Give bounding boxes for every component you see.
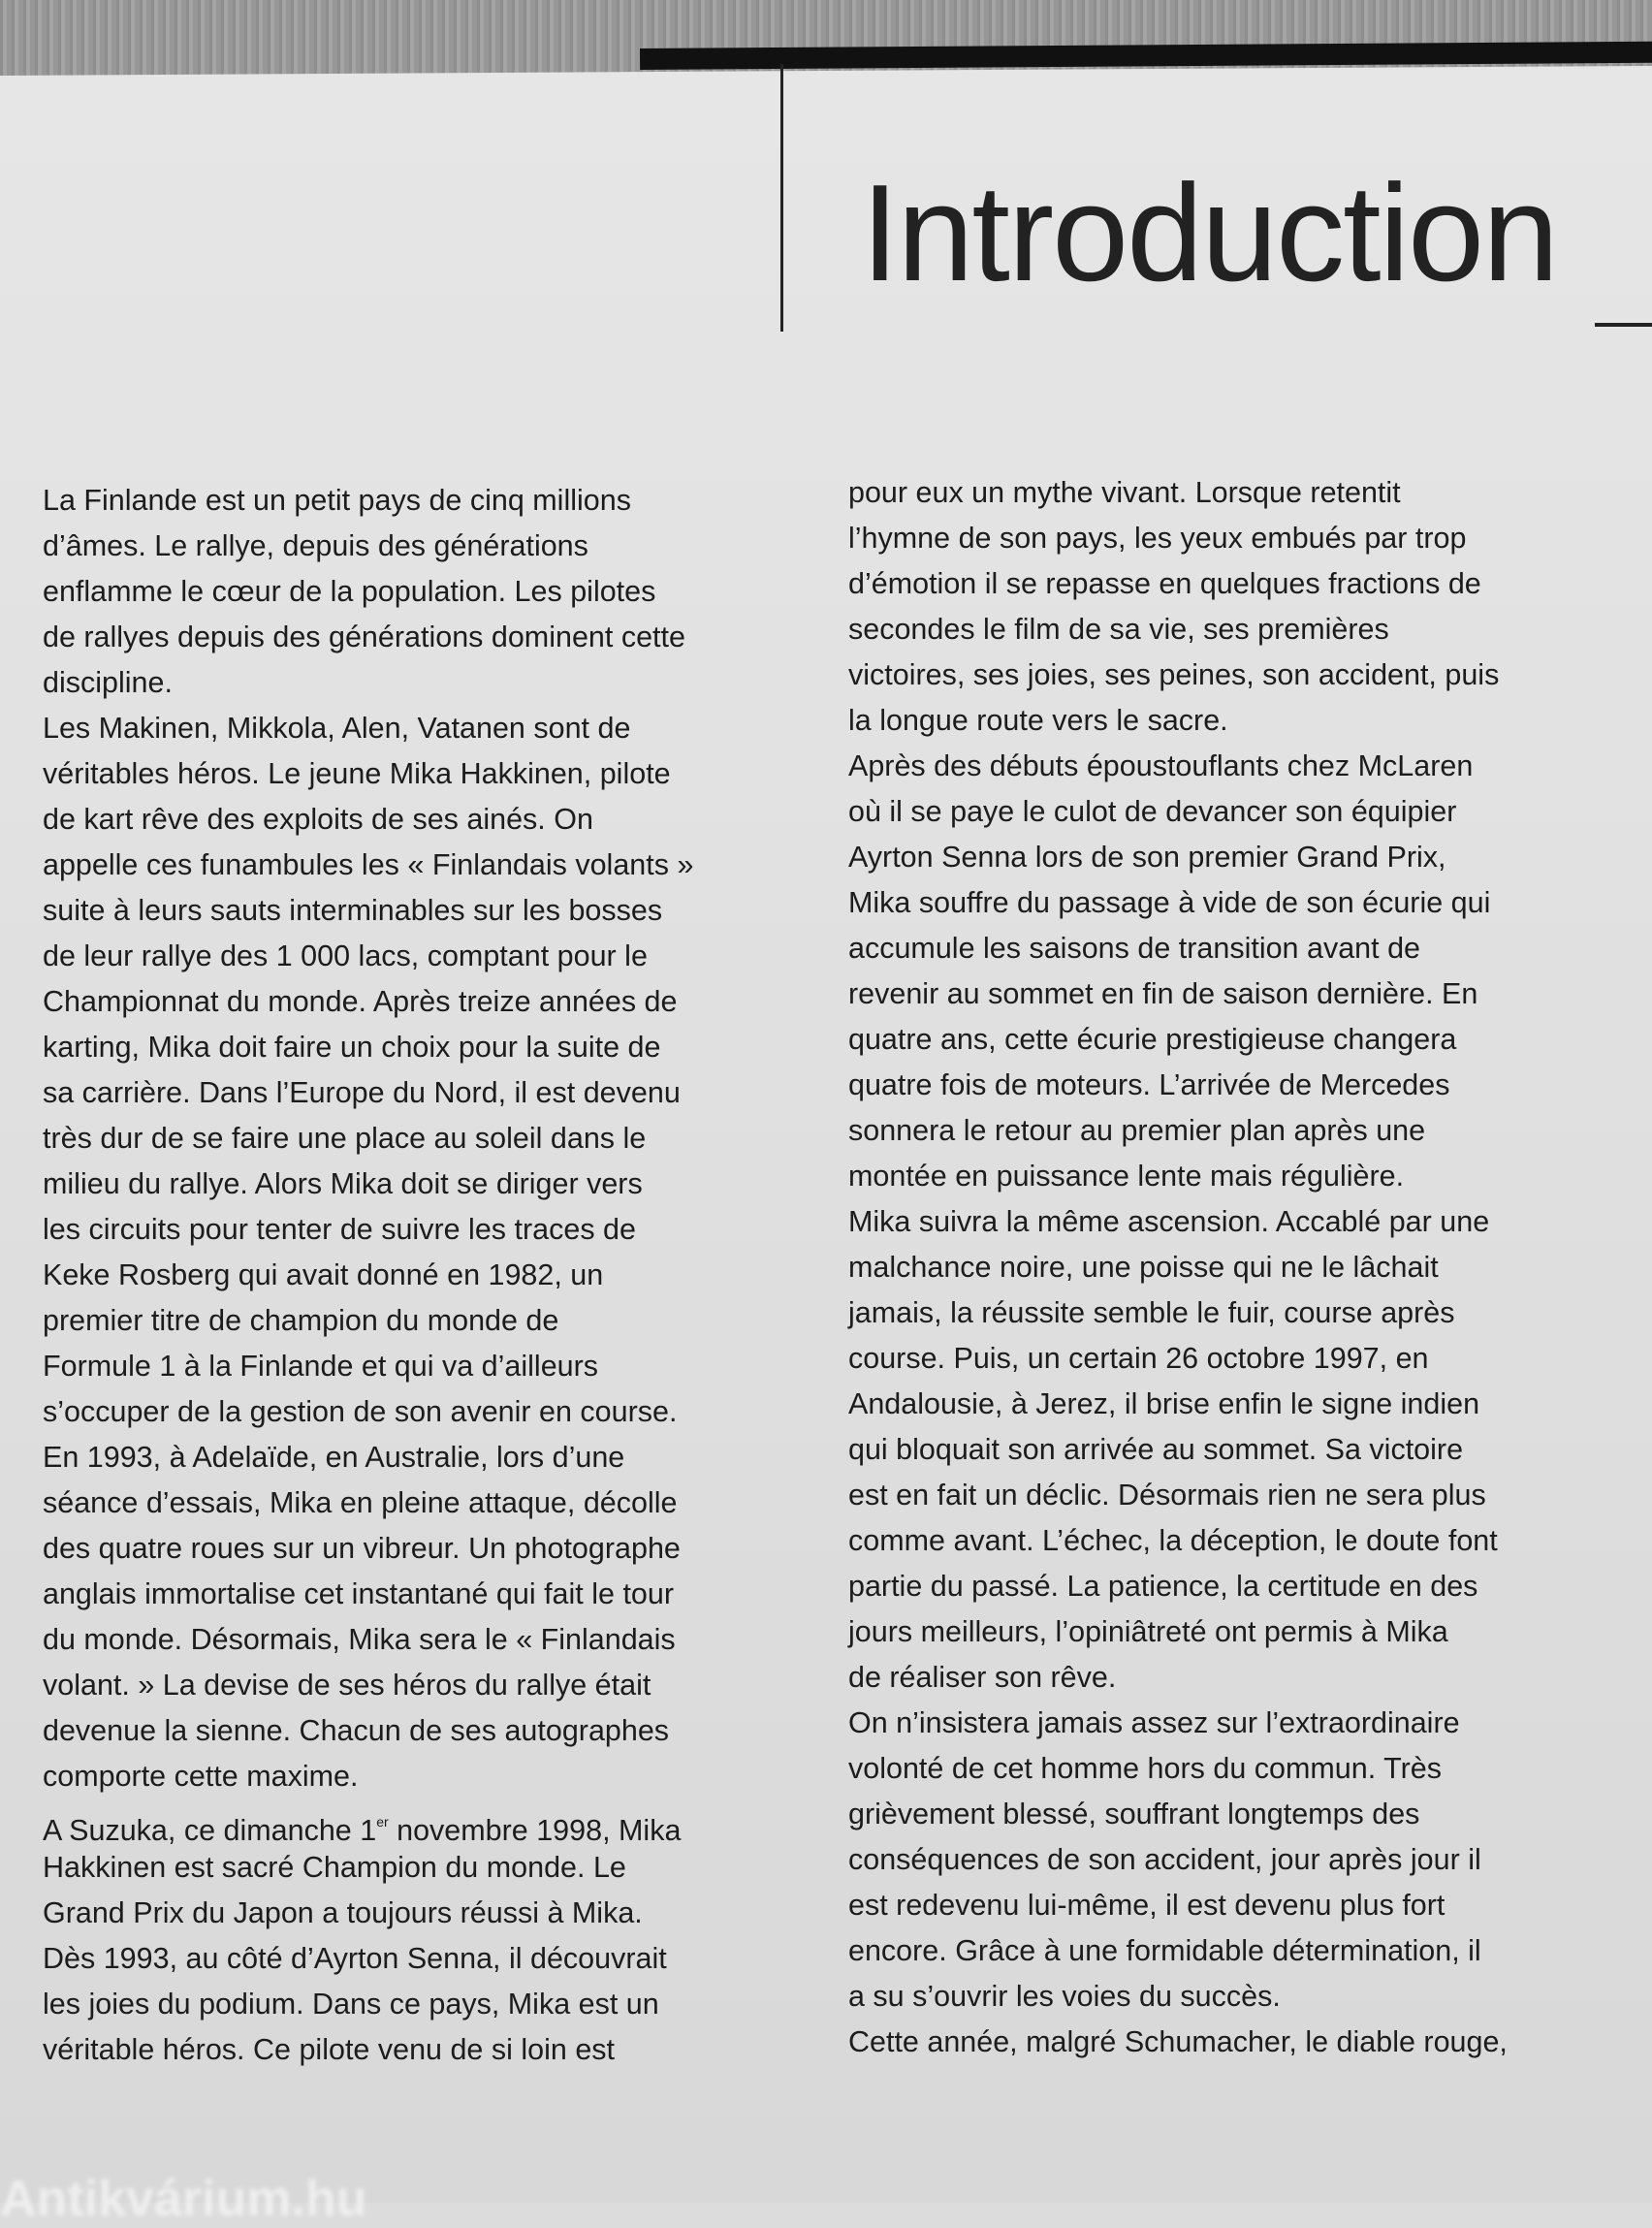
text-line: malchance noire, une poisse qui ne le lâchait [848,1251,1439,1284]
text-line: revenir au sommet en fin de saison dernière. En [848,977,1478,1010]
text-line: s’occuper de la gestion de son avenir en course. [43,1395,678,1428]
text-line: Après des débuts époustouflants chez McLaren [848,749,1474,782]
text-line: Grand Prix du Japon a toujours réussi à Mika. [43,1896,643,1929]
text-line: les circuits pour tenter de suivre les traces de [43,1213,636,1246]
text-line: Dès 1993, au côté d’Ayrton Senna, il découvrait [43,1942,667,1975]
text-line: Andalousie, à Jerez, il brise enfin le signe indien [848,1387,1480,1420]
text-line: appelle ces funambules les « Finlandais volants » [43,848,694,881]
text-line: Mika suivra la même ascension. Accablé par une [848,1205,1490,1238]
text-line: Cette année, malgré Schumacher, le diable rouge, [848,2025,1508,2058]
text-line: montée en puissance lente mais régulière. [848,1160,1405,1193]
text-line: victoires, ses joies, ses peines, son accident, puis [848,658,1500,691]
text-line: milieu du rallye. Alors Mika doit se diriger vers [43,1167,643,1200]
text-line: d’âmes. Le rallye, depuis des générations [43,529,588,562]
superscript: er [376,1814,389,1830]
right-text-column [848,470,1508,2065]
text-line: de kart rêve des exploits de ses ainés. On [43,803,593,836]
text-line: suite à leurs sauts interminables sur les bosses [43,894,663,927]
text-line: partie du passé. La patience, la certitude en des [848,1570,1478,1603]
text-line: A Suzuka, ce dimanche 1er novembre 1998, Mika [43,1814,682,1847]
text-line: jours meilleurs, l’opiniâtreté ont permis à Mika [848,1615,1448,1648]
text-line: Keke Rosberg qui avait donné en 1982, un [43,1258,604,1291]
text-line: karting, Mika doit faire un choix pour la suite de [43,1031,661,1064]
text-line: Formule 1 à la Finlande et qui va d’ailleurs [43,1350,599,1383]
text-line: des quatre roues sur un vibreur. Un photographe [43,1532,681,1565]
text-line: de réaliser son rêve. [848,1661,1117,1694]
text-line: qui bloquait son arrivée au sommet. Sa victoire [848,1433,1464,1466]
text-line: véritable héros. Ce pilote venu de si loin est [43,2033,615,2066]
text-line: volonté de cet homme hors du commun. Très [848,1752,1442,1785]
text-line: où il se paye le culot de devancer son équipier [848,795,1457,828]
text-line: quatre fois de moteurs. L’arrivée de Mercedes [848,1068,1450,1101]
text-line: d’émotion il se repasse en quelques fractions de [848,567,1481,600]
text-line: séance d’essais, Mika en pleine attaque, décolle [43,1486,678,1519]
text-line: a su s’ouvrir les voies du succès. [848,1980,1281,2013]
text-line: Hakkinen est sacré Champion du monde. Le [43,1851,626,1884]
text-line: sa carrière. Dans l’Europe du Nord, il est devenu [43,1076,681,1109]
text-line: Championnat du monde. Après treize années de [43,985,678,1018]
text-line: sonnera le retour au premier plan après une [848,1114,1426,1147]
text-line: En 1993, à Adelaïde, en Australie, lors d’une [43,1441,625,1474]
text-line: pour eux un mythe vivant. Lorsque retentit [848,476,1401,509]
text-line: du monde. Désormais, Mika sera le « Finlandais [43,1623,676,1656]
vertical-divider-rule [780,64,783,332]
page-title: Introduction [861,156,1558,310]
left-text-column [43,478,693,2073]
text-line: accumule les saisons de transition avant de [848,932,1420,965]
text-line: secondes le film de sa vie, ses premières [848,613,1389,646]
text-line: La Finlande est un petit pays de cinq millions [43,484,631,517]
text-line: grièvement blessé, souffrant longtemps des [848,1798,1420,1830]
text-line: premier titre de champion du monde de [43,1304,559,1337]
text-line: enflamme le cœur de la population. Les pilotes [43,575,656,608]
watermark: Antikvárium.hu [0,2171,367,2227]
text-line: On n’insistera jamais assez sur l’extraordinaire [848,1706,1460,1739]
text-line: est redevenu lui-même, il est devenu plus fort [848,1889,1446,1922]
text-line: discipline. [43,666,173,699]
text-line: véritables héros. Le jeune Mika Hakkinen, pilote [43,757,671,790]
text-line: devenue la sienne. Chacun de ses autographes [43,1714,670,1747]
text-line: volant. » La devise de ses héros du rallye était [43,1669,651,1702]
text-line: la longue route vers le sacre. [848,704,1228,737]
text-line: comme avant. L’échec, la déception, le doute font [848,1524,1498,1557]
text-line: quatre ans, cette écurie prestigieuse changera [848,1023,1457,1056]
text-line: jamais, la réussite semble le fuir, course après [848,1296,1455,1329]
text-line: de rallyes depuis des générations dominent cette [43,621,685,653]
text-line: Ayrton Senna lors de son premier Grand Prix, [848,841,1446,874]
text-line: Mika souffre du passage à vide de son écurie qui [848,886,1491,919]
text-line: de leur rallye des 1 000 lacs, comptant pour le [43,939,648,972]
text-line: très dur de se faire une place au soleil dans le [43,1122,647,1155]
text-line: Les Makinen, Mikkola, Alen, Vatanen sont de [43,712,631,745]
text-line: anglais immortalise cet instantané qui fait le tour [43,1577,674,1610]
title-rule [1595,323,1652,327]
text-line: est en fait un déclic. Désormais rien ne sera plus [848,1479,1486,1512]
text-line: comporte cette maxime. [43,1760,359,1793]
text-line: les joies du podium. Dans ce pays, Mika est un [43,1988,659,2021]
text-line: encore. Grâce à une formidable détermination, il [848,1934,1481,1967]
text-line: l’hymne de son pays, les yeux embués par trop [848,522,1467,555]
text-line: conséquences de son accident, jour après jour il [848,1843,1481,1876]
text-line: course. Puis, un certain 26 octobre 1997, en [848,1342,1429,1375]
